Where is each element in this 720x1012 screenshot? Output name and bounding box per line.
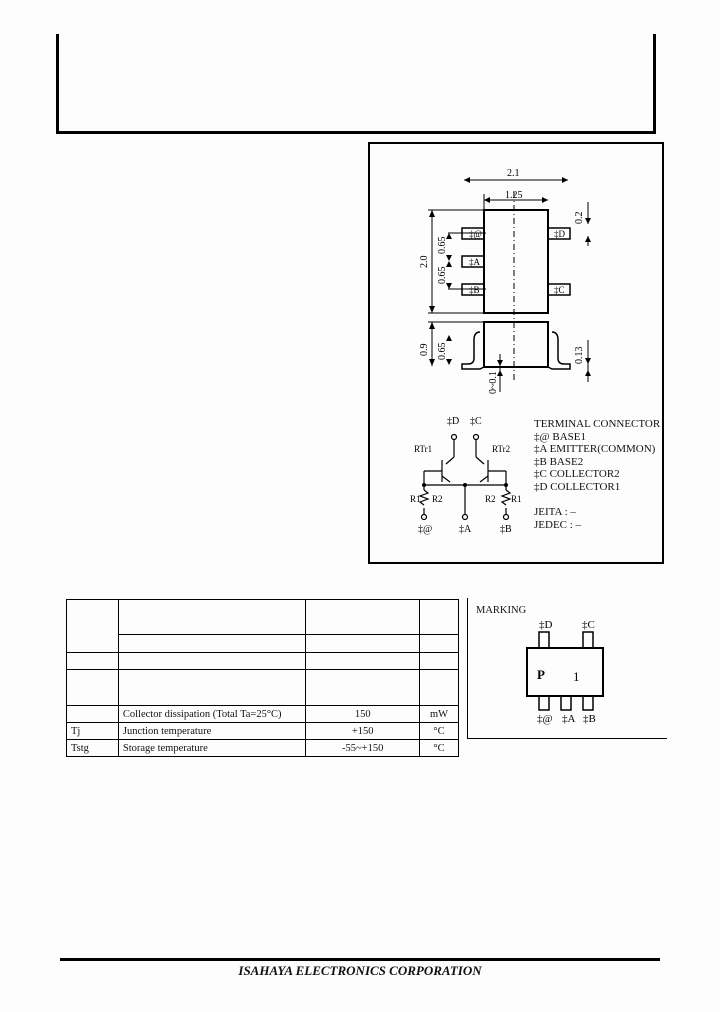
marking-pin-bottom-3: ‡B [583,713,596,725]
header-frame [56,34,656,134]
parameter-cell [118,600,305,635]
value-cell: 150 [306,706,420,723]
symbol-cell [67,600,119,653]
table-row [67,635,459,653]
unit-cell: mW [420,706,459,723]
jedec-label: JEDEC : ‒ [534,518,582,531]
lead-label-3: ‡B [469,285,480,295]
circuit-pin-top-1: ‡D [447,416,460,427]
marking-title: MARKING [476,605,527,616]
lead-label-5: ‡D [554,229,565,239]
dim-lead-thickness: 0.13 [574,346,585,364]
marking-pin-top-1: ‡D [539,619,553,631]
table-row [67,723,459,740]
footer-divider [60,958,660,961]
table-row [67,653,459,670]
jeita-label: JEITA : ‒ [534,506,576,518]
table-row [67,600,459,635]
terminal-connector-list [534,418,660,531]
symbol-cell: Tj [67,723,119,740]
company-name: ISAHAYA ELECTRONICS CORPORATION [238,963,482,978]
circuit-r1-right: R1 [511,494,522,504]
parameter-cell [118,670,305,706]
value-cell [306,670,420,706]
parameter-cell: Storage temperature [118,740,305,757]
value-cell [306,635,420,653]
unit-cell: °C [420,740,459,757]
circuit-r2-left: R2 [432,494,443,504]
dim-total-width: 2.1 [507,168,520,179]
lead-label-4: ‡C [554,285,565,295]
value-cell: -55~+150 [306,740,420,757]
terminal-item: ‡A EMITTER(COMMON) [534,443,656,455]
dim-height: 0.9 [419,343,430,356]
value-cell [306,653,420,670]
terminal-item: ‡@ BASE1 [534,430,586,443]
circuit-transistor-1: RTr1 [414,444,433,454]
value-cell [306,600,420,635]
marking-pin-top-2: ‡C [582,619,595,631]
value-cell: +150 [306,723,420,740]
dim-body-height: 0.65 [437,342,448,360]
marking-code-right: 1 [573,669,580,684]
circuit-pin-top-2: ‡C [470,416,482,427]
circuit-transistor-2: RTr2 [492,444,511,454]
lead-label-1: ‡@ [469,229,482,239]
parameter-cell: Junction temperature [118,723,305,740]
marking-drawing [467,598,667,739]
terminal-connector-title: TERMINAL CONNECTOR [534,418,661,430]
table-row [67,706,459,723]
dim-standoff: 0~0.1 [488,371,499,394]
parameter-cell: Collector dissipation (Total Ta=25°C) [118,706,305,723]
circuit-r2-right: R2 [485,494,496,504]
lead-label-2: ‡A [469,257,480,267]
parameter-cell [118,635,305,653]
symbol-cell: Tstg [67,740,119,757]
marking-code-left: P [537,667,545,682]
symbol-cell [67,670,119,706]
terminal-item: ‡B BASE2 [534,455,584,468]
dim-body-width: 1.25 [505,190,523,201]
table-row [67,740,459,757]
dim-pitch-bottom: 0.65 [437,266,448,284]
symbol-cell [67,653,119,670]
circuit-pin-bottom-2: ‡A [459,524,472,535]
dim-body-length: 2.0 [419,255,430,268]
dim-pitch-top: 0.65 [437,236,448,254]
dim-lead-width: 0.2 [574,211,585,224]
table-row [67,670,459,706]
unit-cell: °C [420,723,459,740]
parameter-cell [118,653,305,670]
circuit-pin-bottom-1: ‡@ [418,524,433,535]
unit-cell [420,653,459,670]
symbol-cell [67,706,119,723]
absolute-maximum-ratings-table [66,599,459,757]
unit-cell [420,600,459,635]
marking-pin-bottom-2: ‡A [562,713,576,725]
unit-cell [420,670,459,706]
circuit-pin-bottom-3: ‡B [500,524,512,535]
terminal-item: ‡D COLLECTOR1 [534,480,621,493]
circuit-r1-left: R1 [410,494,421,504]
terminal-item: ‡C COLLECTOR2 [534,468,620,480]
unit-cell [420,635,459,653]
marking-pin-bottom-1: ‡@ [537,713,553,725]
